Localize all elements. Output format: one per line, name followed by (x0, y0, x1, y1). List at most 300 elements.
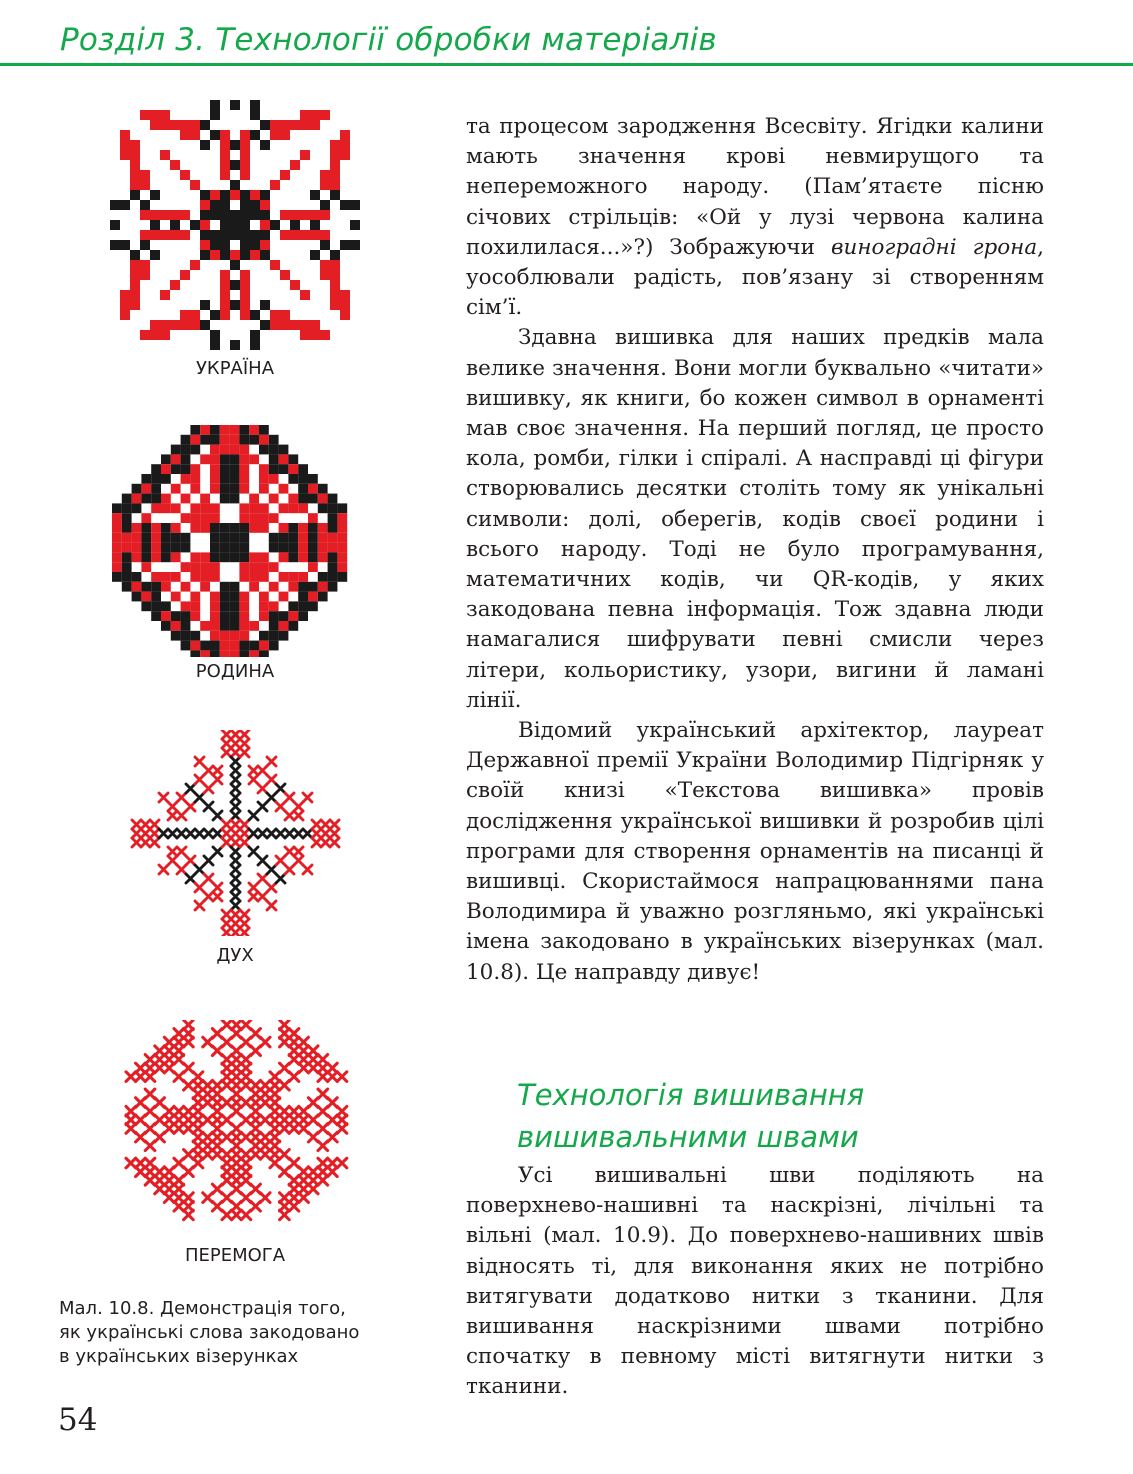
stitch (204, 766, 213, 775)
stitch (294, 856, 303, 865)
stitch (267, 901, 276, 910)
stitch (200, 572, 210, 582)
stitch (280, 120, 290, 130)
stitch (240, 230, 250, 240)
stitch (259, 601, 269, 611)
stitch (231, 865, 240, 874)
stitch (308, 552, 318, 562)
stitch (321, 820, 330, 829)
stitch (141, 601, 151, 611)
stitch (220, 200, 230, 210)
stitch (132, 838, 141, 847)
stitch (130, 300, 140, 310)
stitch (210, 650, 220, 657)
stitch (239, 533, 249, 543)
stitch (269, 513, 279, 523)
stitch (290, 280, 300, 290)
stitch (122, 582, 132, 592)
stitch (269, 435, 279, 445)
stitch (240, 928, 249, 936)
stitch (328, 523, 338, 533)
stitch (239, 474, 249, 484)
stitch (337, 572, 347, 582)
stitch (220, 250, 230, 260)
stitch (239, 611, 249, 621)
stitch (210, 445, 220, 455)
stitch (298, 464, 308, 474)
stitch (141, 484, 151, 494)
stitch (181, 445, 191, 455)
stitch (260, 1037, 270, 1047)
stitch (231, 883, 240, 892)
stitch (150, 110, 160, 120)
stitch (180, 310, 190, 320)
stitch (141, 582, 151, 592)
stitch (210, 425, 220, 435)
stitch (330, 260, 340, 270)
stitch (300, 150, 310, 160)
stitch (240, 829, 249, 838)
stitch (308, 484, 318, 494)
stitch (288, 454, 298, 464)
stitch (350, 200, 360, 210)
stitch (190, 592, 200, 602)
stitch (288, 582, 298, 592)
stitch (220, 280, 230, 290)
stitch (181, 611, 191, 621)
stitch (171, 621, 181, 631)
stitch (337, 1072, 347, 1082)
stitch (330, 140, 340, 150)
stitch (220, 464, 230, 474)
stitch (220, 582, 230, 592)
stitch (220, 523, 230, 533)
stitch (330, 270, 340, 280)
section-heading: Технологія вишивання вишивальними швами (517, 1078, 865, 1154)
stitch (110, 220, 120, 230)
stitch (230, 464, 240, 474)
stitch (213, 811, 222, 820)
stitch (220, 445, 230, 455)
stitch (259, 523, 269, 533)
stitch (312, 829, 321, 838)
stitch (270, 130, 280, 140)
stitch (200, 494, 210, 504)
stitch (177, 829, 186, 838)
stitch (269, 582, 279, 592)
stitch (337, 1158, 347, 1168)
stitch (290, 160, 300, 170)
stitch (330, 180, 340, 190)
stitch (200, 210, 210, 220)
stitch (260, 300, 270, 310)
stitch (120, 240, 130, 250)
stitch (269, 474, 279, 484)
stitch (267, 757, 276, 766)
stitch (222, 838, 231, 847)
stitch (260, 140, 270, 150)
stitch (141, 543, 151, 553)
chapter-title: Розділ 3. Технології обробки матеріалів (60, 22, 717, 58)
stitch (160, 150, 170, 160)
stitch (132, 820, 141, 829)
stitch (180, 170, 190, 180)
stitch (150, 320, 160, 330)
stitch (170, 220, 180, 230)
stitch (230, 280, 240, 290)
section-body-text (466, 1161, 1044, 1403)
stitch (180, 270, 190, 280)
stitch (213, 892, 222, 901)
stitch (290, 120, 300, 130)
stitch (151, 601, 161, 611)
stitch (161, 464, 171, 474)
stitch (270, 220, 280, 230)
stitch (112, 552, 122, 562)
stitch (190, 562, 200, 572)
stitch (220, 621, 230, 631)
stitch (240, 730, 249, 739)
stitch (318, 543, 328, 553)
stitch (200, 320, 210, 330)
stitch (160, 110, 170, 120)
stitch (190, 572, 200, 582)
stitch (151, 611, 161, 621)
stitch (239, 513, 249, 523)
stitch (239, 641, 249, 651)
stitch (298, 592, 308, 602)
stitch (140, 330, 150, 340)
stitch (200, 562, 210, 572)
stitch (210, 484, 220, 494)
stitch (340, 140, 350, 150)
stitch (220, 190, 230, 200)
stitch (222, 739, 231, 748)
stitch (290, 210, 300, 220)
stitch (184, 1037, 194, 1047)
stitch (230, 494, 240, 504)
stitch (150, 220, 160, 230)
stitch (279, 543, 289, 553)
stitch (298, 552, 308, 562)
stitch (239, 435, 249, 445)
stitch (220, 533, 230, 543)
stitch (151, 543, 161, 553)
stitch (190, 130, 200, 140)
stitch (210, 533, 220, 543)
stitch (240, 210, 250, 220)
stitch (258, 892, 267, 901)
stitch (231, 784, 240, 793)
stitch (267, 775, 276, 784)
stitch (161, 601, 171, 611)
stitch (180, 230, 190, 240)
stitch (132, 503, 142, 513)
stitch (141, 523, 151, 533)
stitch (120, 140, 130, 150)
stitch (171, 523, 181, 533)
stitch (310, 190, 320, 200)
stitch (230, 250, 240, 260)
stitch (220, 650, 230, 657)
figure-caption (59, 1297, 419, 1369)
stitch (230, 454, 240, 464)
stitch (122, 523, 132, 533)
stitch (318, 582, 328, 592)
stitch (186, 829, 195, 838)
stitch (279, 484, 289, 494)
stitch (231, 928, 240, 936)
stitch (294, 829, 303, 838)
stitch (220, 592, 230, 602)
stitch (298, 474, 308, 484)
stitch (112, 543, 122, 553)
stitch (220, 150, 230, 160)
stitch (298, 543, 308, 553)
stitch (130, 160, 140, 170)
stitch (177, 847, 186, 856)
stitch (230, 435, 240, 445)
stitch (195, 901, 204, 910)
stitch (260, 250, 270, 260)
stitch (161, 494, 171, 504)
stitch (320, 240, 330, 250)
stitch (298, 533, 308, 543)
stitch (231, 775, 240, 784)
stitch (260, 230, 270, 240)
stitch (168, 802, 177, 811)
body-text (466, 112, 1044, 988)
stitch (320, 330, 330, 340)
caption-line: в українських візерунках (59, 1346, 299, 1367)
stitch (141, 838, 150, 847)
stitch (298, 601, 308, 611)
stitch (190, 445, 200, 455)
stitch (240, 130, 250, 140)
stitch (231, 802, 240, 811)
stitch (190, 260, 200, 270)
stitch (171, 592, 181, 602)
stitch (200, 190, 210, 200)
stitch (240, 250, 250, 260)
stitch (220, 601, 230, 611)
stitch (250, 250, 260, 260)
section-paragraph-1: Усі вишивальні шви поділяють на поверхнево-нашивні та наскрізні, лічільні та вільні (мал. 10.9). До поверхнево-нашивних швів відносять ті, для виконання яких не потрібно витягувати додатково нитки з тканини. Для вишивання наскрізними швами потрібно спочатку в певному місті витягнути нитки з тканини. (466, 1163, 1044, 1400)
stitch (130, 280, 140, 290)
stitch (328, 572, 338, 582)
stitch (181, 601, 191, 611)
stitch (132, 829, 141, 838)
stitch (231, 730, 240, 739)
stitch (310, 330, 320, 340)
stitch (161, 533, 171, 543)
stitch (150, 829, 159, 838)
stitch (231, 910, 240, 919)
stitch (330, 280, 340, 290)
stitch (181, 543, 191, 553)
stitch (231, 856, 240, 865)
stitch (258, 874, 267, 883)
stitch (308, 494, 318, 504)
stitch (239, 572, 249, 582)
stitch (140, 270, 150, 280)
stitch (249, 523, 259, 533)
stitch (259, 464, 269, 474)
stitch (195, 775, 204, 784)
stitch (328, 533, 338, 543)
stitch (310, 220, 320, 230)
stitch (160, 120, 170, 130)
stitch (279, 503, 289, 513)
stitch (290, 320, 300, 330)
motif-label-peremoha: ПЕРЕМОГА (184, 1245, 286, 1266)
stitch (132, 533, 142, 543)
stitch (200, 120, 210, 130)
stitch (231, 901, 240, 910)
stitch (112, 572, 122, 582)
stitch (177, 811, 186, 820)
stitch (340, 310, 350, 320)
stitch (318, 484, 328, 494)
stitch (249, 572, 259, 582)
stitch (213, 775, 222, 784)
stitch (267, 829, 276, 838)
stitch (240, 739, 249, 748)
stitch (285, 811, 294, 820)
stitch (259, 435, 269, 445)
stitch (318, 523, 328, 533)
stitch (330, 820, 339, 829)
stitch (220, 230, 230, 240)
stitch (310, 120, 320, 130)
stitch (276, 874, 285, 883)
stitch (230, 582, 240, 592)
stitch (151, 582, 161, 592)
stitch (171, 454, 181, 464)
stitch (210, 503, 220, 513)
stitch (312, 820, 321, 829)
stitch (186, 856, 195, 865)
stitch (249, 775, 258, 784)
stitch (220, 130, 230, 140)
stitch (308, 543, 318, 553)
stitch (204, 829, 213, 838)
stitch (161, 572, 171, 582)
stitch (190, 435, 200, 445)
stitch (190, 320, 200, 330)
stitch (171, 543, 181, 553)
stitch (210, 200, 220, 210)
stitch (231, 919, 240, 928)
stitch (130, 260, 140, 270)
stitch (200, 435, 210, 445)
stitch (249, 829, 258, 838)
stitch (200, 650, 210, 657)
stitch (161, 523, 171, 533)
stitch (298, 582, 308, 592)
stitch (270, 260, 280, 270)
stitch (250, 210, 260, 220)
stitch (260, 120, 270, 130)
stitch (220, 641, 230, 651)
stitch (294, 847, 303, 856)
stitch (230, 260, 240, 270)
stitch (220, 240, 230, 250)
stitch (159, 829, 168, 838)
page-number: 54 (58, 1402, 98, 1438)
stitch (210, 250, 220, 260)
stitch (200, 240, 210, 250)
stitch (285, 847, 294, 856)
stitch (210, 562, 220, 572)
stitch (288, 464, 298, 474)
stitch (303, 865, 312, 874)
stitch (112, 562, 122, 572)
stitch (231, 739, 240, 748)
stitch (210, 454, 220, 464)
stitch (279, 631, 289, 641)
stitch (318, 494, 328, 504)
stitch (204, 874, 213, 883)
stitch (230, 621, 240, 631)
stitch (249, 435, 259, 445)
stitch (230, 190, 240, 200)
stitch (151, 552, 161, 562)
stitch (260, 210, 270, 220)
stitch (150, 330, 160, 340)
stitch (258, 802, 267, 811)
stitch (250, 330, 260, 340)
stitch (250, 240, 260, 250)
stitch (230, 484, 240, 494)
stitch (160, 230, 170, 240)
stitch (210, 611, 220, 621)
stitch (161, 454, 171, 464)
stitch (279, 464, 289, 474)
stitch (220, 435, 230, 445)
stitch (259, 650, 269, 657)
stitch (240, 820, 249, 829)
stitch (120, 290, 130, 300)
stitch (190, 601, 200, 611)
stitch (279, 523, 289, 533)
stitch (140, 210, 150, 220)
stitch (200, 140, 210, 150)
caption-line: Мал. 10.8. Демонстрація того, (59, 1298, 346, 1319)
stitch (279, 454, 289, 464)
stitch (190, 631, 200, 641)
stitch (184, 1210, 194, 1220)
stitch (259, 631, 269, 641)
stitch (210, 474, 220, 484)
stitch (190, 120, 200, 130)
stitch (279, 445, 289, 455)
stitch (250, 190, 260, 200)
stitch (269, 641, 279, 651)
stitch (337, 543, 347, 553)
stitch (132, 523, 142, 533)
stitch (249, 494, 259, 504)
stitch (140, 240, 150, 250)
stitch (260, 200, 270, 210)
stitch (320, 260, 330, 270)
stitch (250, 340, 260, 350)
stitch (230, 523, 240, 533)
stitch (310, 230, 320, 240)
stitch (151, 503, 161, 513)
stitch (239, 445, 249, 455)
stitch (259, 445, 269, 455)
